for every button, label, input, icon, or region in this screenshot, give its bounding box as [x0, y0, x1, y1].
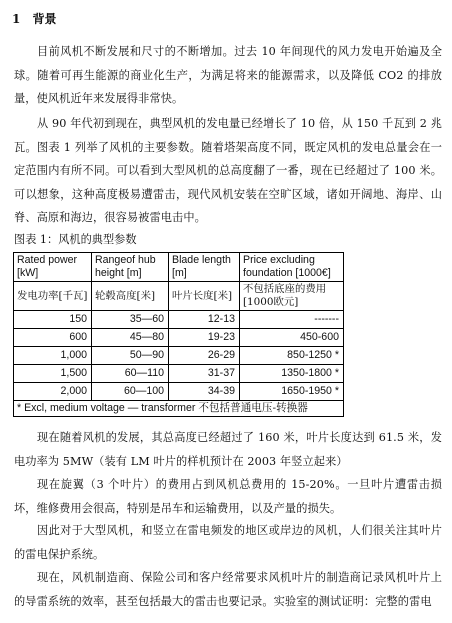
- table-cell: 1650-1950 *: [240, 383, 344, 401]
- header-cn-price: 不包括底座的费用[1000欧元]: [240, 282, 344, 311]
- table-footnote: [14, 401, 344, 417]
- table-row: [14, 311, 344, 329]
- table-cell: 1,000: [14, 347, 92, 365]
- table-cell: 60—100: [92, 383, 169, 401]
- table-cell: 34-39: [169, 383, 240, 401]
- table-cell: 150: [14, 311, 92, 329]
- header-cn-hub: 轮毂高度[米]: [92, 282, 169, 311]
- table-cell: 31-37: [169, 365, 240, 383]
- table-header-row-en: [14, 253, 344, 282]
- paragraph-5: 因此对于大型风机，和竖立在雷电频发的地区或岸边的风机，人们很关注其叶片的雷电保护系统。: [14, 524, 442, 561]
- table-row: [14, 329, 344, 347]
- table-cell: 12-13: [169, 311, 240, 329]
- section-number: 1: [12, 12, 21, 26]
- table-cell: 1350-1800 *: [240, 365, 344, 383]
- table-cell: 1,500: [14, 365, 92, 383]
- table-header-row-cn: [14, 282, 344, 311]
- table-cell: 850-1250 *: [240, 347, 344, 365]
- table-cell: 600: [14, 329, 92, 347]
- header-cn-power: 发电功率[千瓦]: [14, 282, 92, 311]
- table-cell: 26-29: [169, 347, 240, 365]
- table-footnote-row: [14, 401, 344, 417]
- paragraph-3: 现在随着风机的发展，其总高度已经超过了 160 米，叶片长度达到 61.5 米，发电功率为 5MW（装有 LM 叶片的样机预计在 2003 年竖立起来）: [14, 431, 442, 468]
- table-cell: 2,000: [14, 383, 92, 401]
- footnote-en: * Excl, medium voltage — transformer: [17, 402, 196, 414]
- table-cell: 19-23: [169, 329, 240, 347]
- header-hub-height: Rangeof hub height [m]: [92, 253, 169, 282]
- paragraph-2: 从 90 年代初到现在，典型风机的发电量已经增长了 10 倍，从 150 千瓦到 2 兆瓦。图表 1 列举了风机的主要参数。随着塔架高度不同，既定风机的发电总量会在一定范围内有所不同。可以看到大型风机的总高度翻了一番，现在已经超过了 100 米。可以想象，这种高度极易遭雷击，现代风机安装在空旷区域，诸如开阔地、海岸、山脊、高原和海边，很容易被雷电击中。: [14, 117, 442, 225]
- header-cn-blade: 叶片长度[米]: [169, 282, 240, 311]
- table-cell: -------: [240, 311, 344, 329]
- header-price: Price excluding foundation [1000€]: [240, 253, 344, 282]
- paragraph-1: 目前风机不断发展和尺寸的不断增加。过去 10 年间现代的风力发电开始遍及全球。随着可再生能源的商业化生产，为满足将来的能源需求，以及降低 CO2 的排放量，使风机近年来发展得非常快。: [14, 45, 442, 106]
- paragraph-6: 现在，风机制造商、保险公司和客户经常要求风机叶片的制造商记录风机叶片上的导雷系统的效率，甚至包括最大的雷击也要记录。实验室的测试证明：完整的雷电: [14, 571, 442, 608]
- header-blade-length: Blade length [m]: [169, 253, 240, 282]
- table-cell: 50—90: [92, 347, 169, 365]
- header-rated-power: Rated power [kW]: [14, 253, 92, 282]
- table-caption: 图表 1：风机的典型参数: [14, 233, 137, 246]
- table-row: [14, 347, 344, 365]
- table-row: [14, 365, 344, 383]
- table-cell: 450-600: [240, 329, 344, 347]
- paragraph-4: 现在旋翼（3 个叶片）的费用占到风机总费用的 15-20%。一旦叶片遭雷击损坏，维修费用会很高，特别是吊车和运输费用，以及产量的损失。: [14, 478, 442, 515]
- footnote-cn: 不包括普通电压-转换器: [198, 402, 308, 414]
- section-heading: [12, 10, 57, 27]
- table-cell: 45—80: [92, 329, 169, 347]
- section-title: 背景: [32, 12, 57, 26]
- table-row: [14, 383, 344, 401]
- table-cell: 60—110: [92, 365, 169, 383]
- table-cell: 35—60: [92, 311, 169, 329]
- parameter-table: [13, 252, 344, 417]
